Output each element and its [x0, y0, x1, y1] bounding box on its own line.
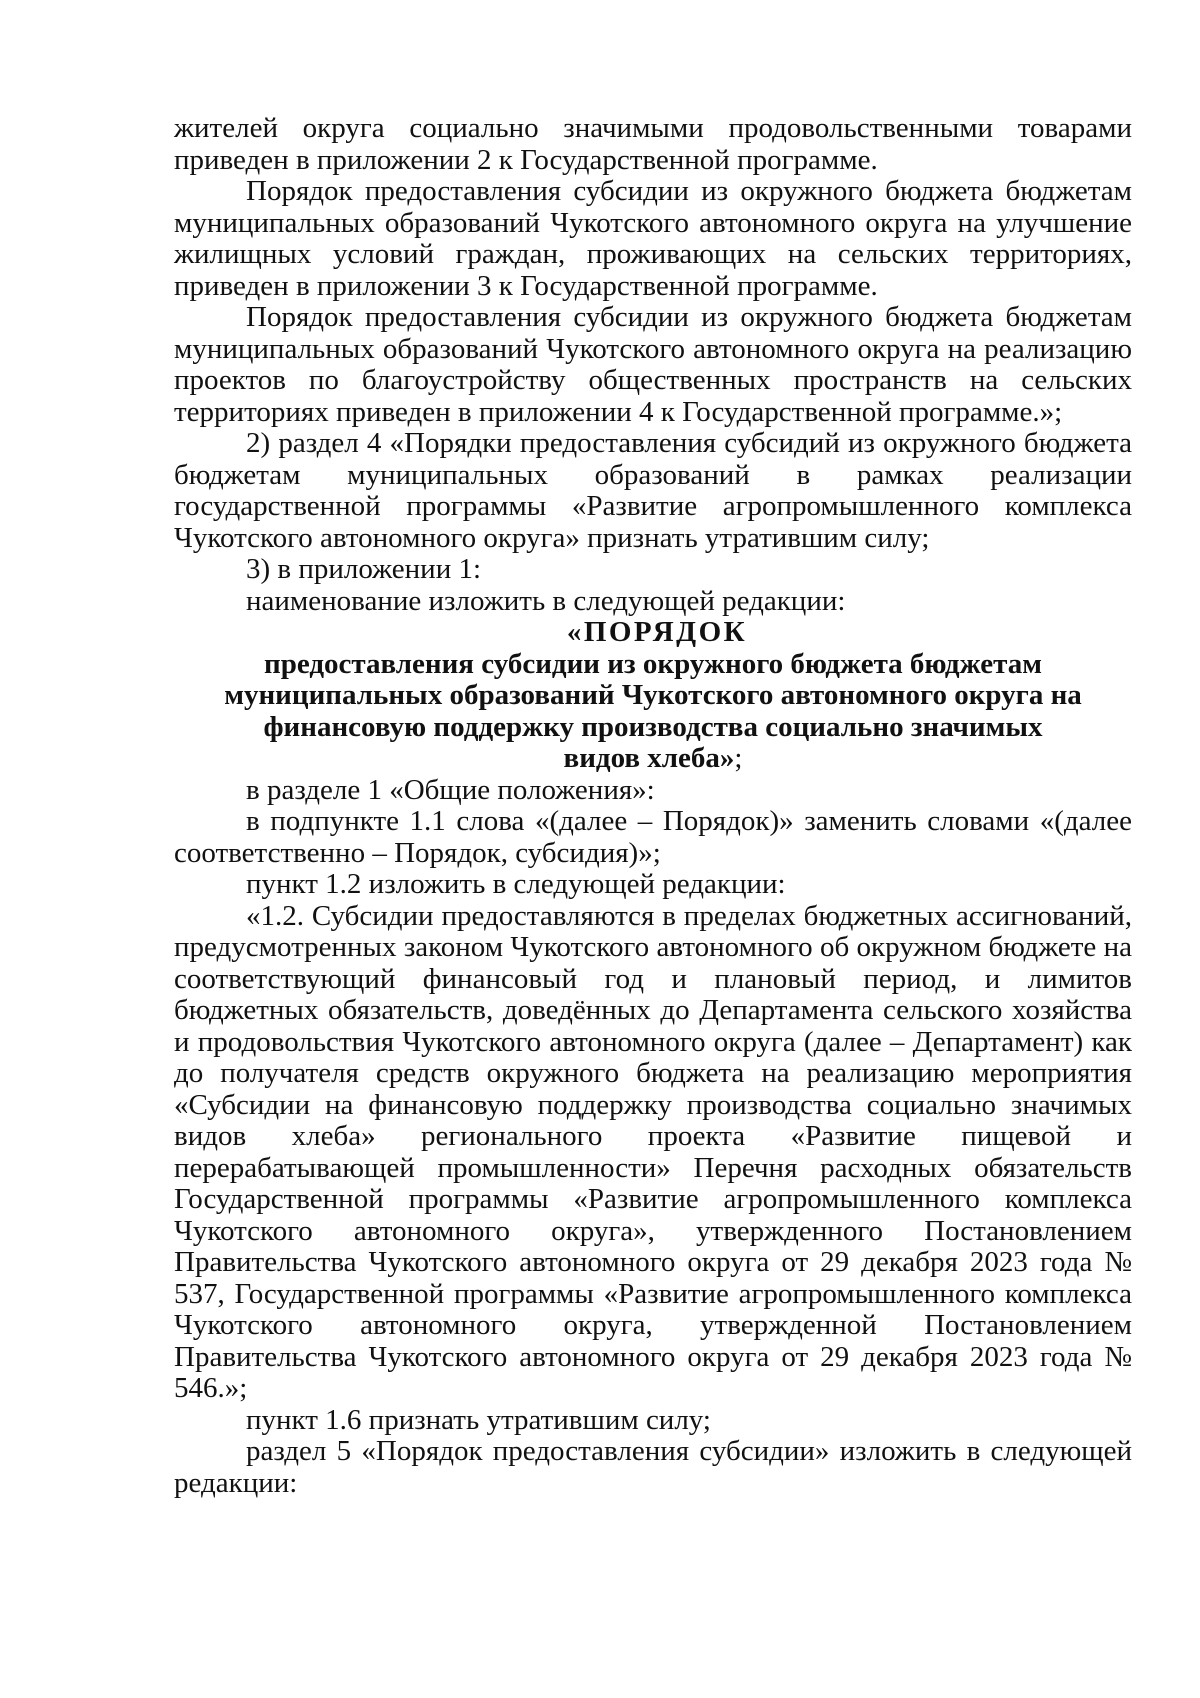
heading-tail: ; [734, 742, 743, 774]
paragraph-item-1-2-text: «1.2. Субсидии предоставляются в пределах бюджетных ассигнований, предусмотренных законом Чукотского автономного об окружном бюджете на соответствующий финансовый год и плановый период, и лимитов бюджетных обязательств, доведённых до Департамента сельского хозяйства и продовольствия Чукотского автономного округа (далее – Департамент) как до получателя средств окружного бюджета на реализацию мероприятия «Субсидии на финансовую поддержку производства социально значимых видов хлеба» регионального проекта «Развитие пищевой и перерабатывающей промышленности» Перечня расходных обязательств Государственной программы «Развитие агропромышленного комплекса Чукотского автономного округа», утвержденного Постановлением Правительства Чукотского автономного округа от 29 декабря 2023 года № 537, Государственной программы «Развитие агропромышленного комплекса Чукотского автономного округа, утвержденной Постановлением Правительства Чукотского автономного округа от 29 декабря 2023 года № 546.»; [174, 899, 1132, 1404]
heading-line: предоставления субсидии из окружного бюджета бюджетам [264, 647, 1042, 680]
paragraph-continuation: жителей округа социально значимыми продовольственными товарами приведен в приложении 2 к Государственной программе. [174, 112, 1132, 176]
paragraph-item-1-6: пункт 1.6 признать утратившим силу; [246, 1403, 711, 1436]
heading-line: финансовую поддержку производства социально значимых [263, 710, 1043, 743]
paragraph-appendix-3: Порядок предоставления субсидии из окружного бюджета бюджетам муниципальных образований Чукотского автономного округа на улучшение жилищных условий граждан, проживающих на сельских территориях, приведен в приложении 3 к Государственной программе. [174, 175, 1132, 302]
paragraph-section-1: в разделе 1 «Общие положения»: [246, 773, 655, 806]
paragraph-subitem-1-1: в подпункте 1.1 слова «(далее – Порядок)» заменить словами «(далее соответственно – Порядок, субсидия)»; [174, 805, 1132, 869]
paragraph-section-5: раздел 5 «Порядок предоставления субсидии» изложить в следующей редакции: [174, 1435, 1132, 1499]
paragraph-item-3: 3) в приложении 1: [246, 553, 482, 585]
paragraph-item-1-2: пункт 1.2 изложить в следующей редакции: [246, 868, 786, 900]
paragraph-name-instruction: наименование изложить в следующей редакции: [246, 584, 846, 617]
heading-title: «ПОРЯДОК [566, 616, 748, 648]
heading-last-line [174, 743, 1132, 775]
heading-line: видов хлеба» [563, 742, 735, 774]
paragraph-item-2: 2) раздел 4 «Порядки предоставления субсидий из окружного бюджета бюджетам муниципальных образований в рамках реализации государственной программы «Развитие агропромышленного комплекса Чукотского автономного округа» признать утратившим силу; [174, 427, 1132, 554]
document-page [174, 113, 1132, 1499]
order-heading [174, 617, 1132, 775]
heading-line: муниципальных образований Чукотского автономного округа на [224, 679, 1082, 711]
paragraph-appendix-4: Порядок предоставления субсидии из окружного бюджета бюджетам муниципальных образований Чукотского автономного округа на реализацию проектов по благоустройству общественных пространств на сельских территориях приведен в приложении 4 к Государственной программе.»; [174, 301, 1132, 428]
